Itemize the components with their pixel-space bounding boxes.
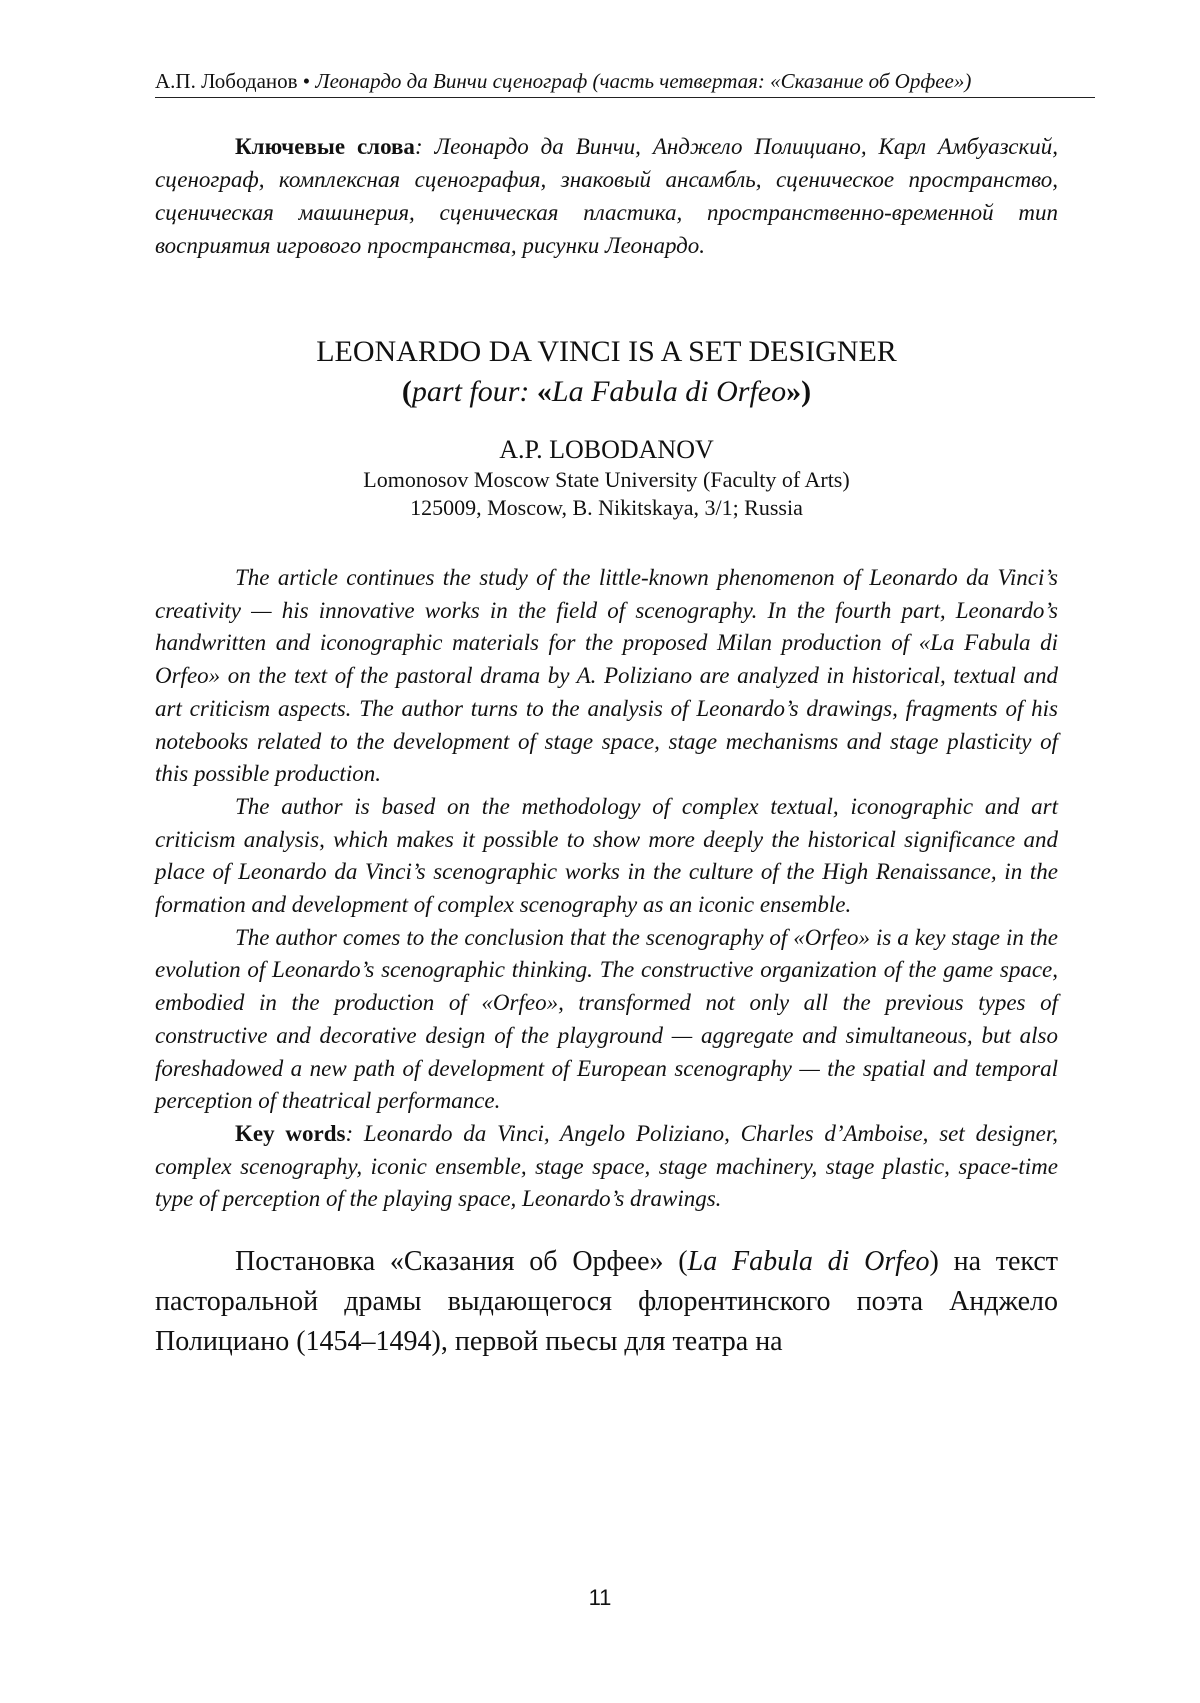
keywords-en-text: : Leonardo da Vinci, Angelo Poliziano, Charles d’Amboise, set designer, complex scenography, iconic ensemble, stage space, stage machinery, stage plastic, space-time type of perception of the playing space, Leonardo’s drawings.	[155, 1121, 1058, 1211]
english-subtitle	[155, 372, 1058, 412]
keywords-ru	[155, 130, 1058, 262]
author-name: A.P. LOBODANOV	[155, 434, 1058, 466]
subtitle-open-paren: (	[402, 375, 412, 408]
subtitle-open-quote: «	[537, 375, 552, 408]
keywords-ru-label: Ключевые слова	[235, 134, 415, 159]
abstract	[155, 562, 1058, 1216]
header-separator: •	[303, 69, 310, 93]
running-header	[155, 68, 1095, 98]
body-text-italic: La Fabula di Orfeo	[688, 1246, 930, 1277]
abstract-paragraph-2: The author is based on the methodology of complex textual, iconographic and art criticism analysis, which makes it possible to show more deeply the historical significance and place of Leonardo da Vinci’s scenographic works in the culture of the High Renaissance, in the formation and development of complex scenography as an iconic ensemble.	[155, 791, 1058, 922]
subtitle-work: La Fabula di Orfeo	[552, 375, 786, 408]
page-number: 11	[0, 1585, 1200, 1611]
article-content	[155, 130, 1058, 1362]
body-text-end: ) на текст пасторальной драмы выдающегося флорентинского поэта Анджело Полициано (1454–1494), первой пьесы для театра на	[155, 1246, 1058, 1357]
keywords-ru-text: : Леонардо да Винчи, Анджело Полициано, Карл Амбуазский, сценограф, комплексная сценография, знаковый ансамбль, сценическое пространство, сценическая машинерия, сценическая пластика, пространственно-временной тип восприятия игрового пространства, рисунки Леонардо.	[155, 134, 1058, 258]
abstract-paragraph-3: The author comes to the conclusion that the scenography of «Orfeo» is a key stage in the evolution of Leonardo’s scenographic thinking. The constructive organization of the game space, embodied in the production of «Orfeo», transformed not only all the previous types of constructive and decorative design of the playground — aggregate and simultaneous, but also foreshadowed a new path of development of European scenography — the spatial and temporal perception of theatrical performance.	[155, 922, 1058, 1118]
header-author: А.П. Лободанов	[155, 69, 298, 93]
author-address: 125009, Moscow, B. Nikitskaya, 3/1; Russia	[155, 494, 1058, 522]
keywords-en-label: Key words	[235, 1121, 345, 1146]
body-paragraph	[155, 1242, 1058, 1362]
abstract-paragraph-1: The article continues the study of the little-known phenomenon of Leonardo da Vinci’s creativity — his innovative works in the field of scenography. In the fourth part, Leonardo’s handwritten and iconographic materials for the proposed Milan production of «La Fabula di Orfeo» on the text of the pastoral drama by A. Poliziano are analyzed in historical, textual and art criticism aspects. The author turns to the analysis of Leonardo’s drawings, fragments of his notebooks related to the development of stage space, stage mechanisms and stage plasticity of this possible production.	[155, 562, 1058, 791]
body-text-start: Постановка «Сказания об Орфее» (	[235, 1246, 688, 1277]
subtitle-part: part four:	[412, 375, 537, 408]
subtitle-close: »)	[786, 375, 811, 408]
english-title: LEONARDO DA VINCI IS A SET DESIGNER	[155, 332, 1058, 372]
page	[0, 0, 1200, 1703]
author-affiliation: Lomonosov Moscow State University (Faculty of Arts)	[155, 466, 1058, 494]
header-title: Леонардо да Винчи сценограф (часть четвертая: «Сказание об Орфее»)	[315, 69, 971, 93]
author-block	[155, 434, 1058, 522]
keywords-en	[155, 1118, 1058, 1216]
